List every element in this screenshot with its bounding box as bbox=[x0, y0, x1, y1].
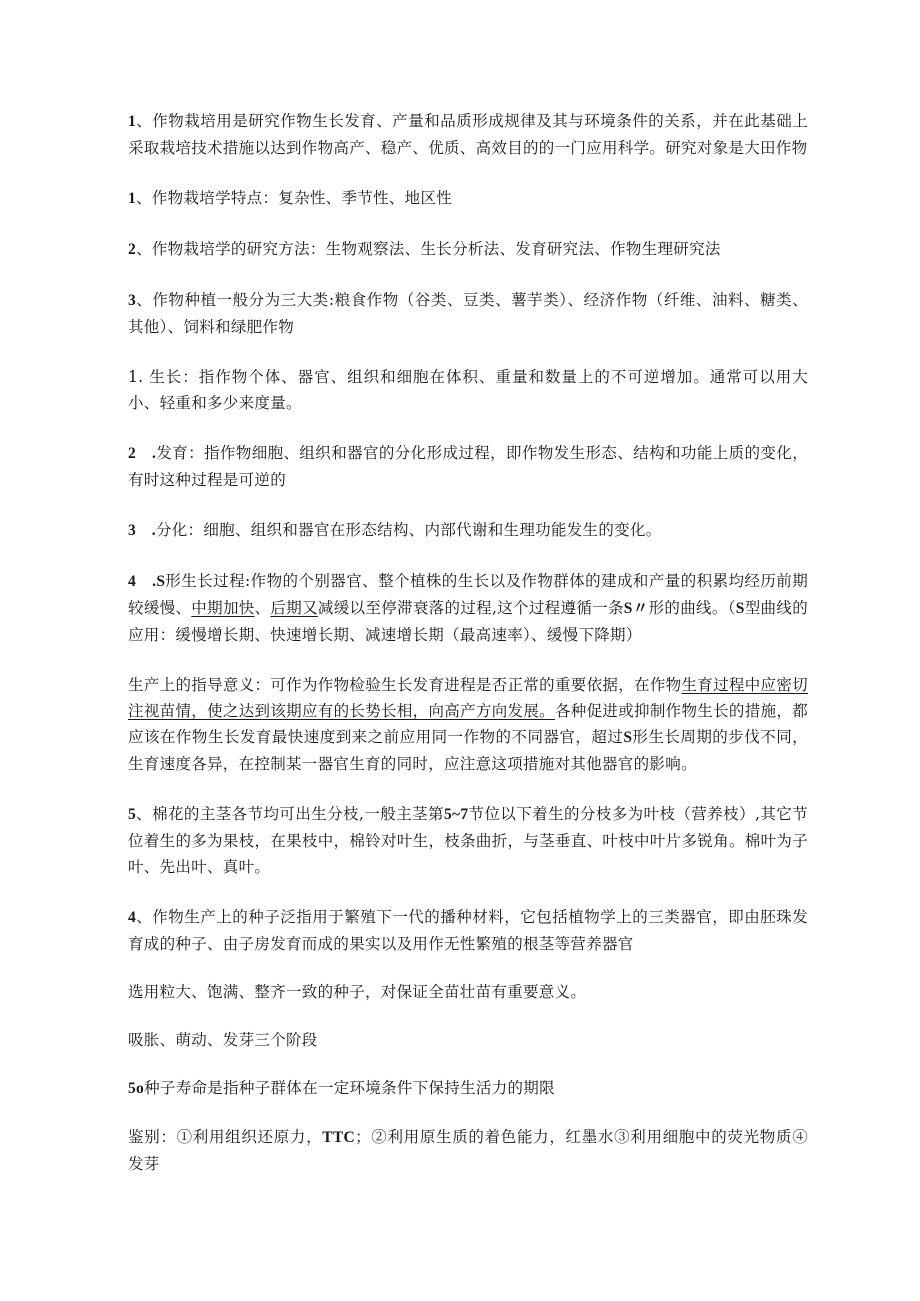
paragraph-seed-selection bbox=[128, 979, 808, 1005]
bold-term: 5~7 bbox=[443, 806, 469, 823]
paragraph-cotton-branches bbox=[128, 801, 808, 880]
paragraph-text: 分化：细胞、组织和器官在形态结构、内部代谢和生理功能发生的变化。 bbox=[155, 521, 662, 539]
underlined-phrase: 后期又 bbox=[270, 599, 318, 617]
paragraph-text: 、作物栽培学的研究方法：生物观察法、生长分析法、发育研究法、作物生理研究法 bbox=[136, 240, 721, 258]
paragraph-cultivation-features bbox=[128, 185, 808, 212]
bold-term: TTC bbox=[322, 1129, 356, 1146]
paragraph-s-curve-growth bbox=[128, 568, 808, 648]
paragraph-text: 发育：指作物细胞、组织和器官的分化形成过程，即作物发生形态、结构和功能上质的变化，有时这种过程是可逆的 bbox=[128, 444, 808, 489]
paragraph-germination-stages bbox=[128, 1027, 808, 1053]
paragraph-number: 1 bbox=[128, 190, 137, 207]
paragraph-differentiation-definition bbox=[128, 517, 808, 544]
paragraph-text: 减缓以至停滞衰落的过程,这个过程遵循一条 bbox=[317, 599, 624, 617]
paragraph-text: 、作物种植一般分为三大类:粮食作物（谷类、豆类、薯芋类）、经济作物（纤维、油料、糖类、其他）、饲料和绿肥作物 bbox=[128, 291, 808, 336]
paragraph-text: 、 bbox=[254, 599, 271, 617]
paragraph-number: 2 bbox=[128, 241, 137, 258]
paragraph-number: 4 bbox=[128, 909, 137, 926]
paragraph-number: 5o bbox=[128, 1080, 145, 1097]
paragraph-mark: .S bbox=[152, 573, 166, 590]
paragraph-development-definition bbox=[128, 440, 808, 493]
paragraph-text: 鉴别：①利用组织还原力， bbox=[128, 1128, 323, 1146]
paragraph-text: 型曲线的应用：缓慢增长期、快速增长期、减速增长期（最高速率）、缓慢下降期） bbox=[128, 599, 808, 644]
bold-term: S bbox=[623, 729, 633, 746]
paragraph-number: 1. bbox=[128, 368, 144, 386]
paragraph-number: 2 bbox=[128, 445, 137, 462]
paragraph-number: 1 bbox=[128, 113, 137, 130]
paragraph-text: 、作物生产上的种子泛指用于繁殖下一代的播种材料，它包括植物学上的三类器官，即由胚珠发育成的种子、由子房发育而成的果实以及用作无性繁殖的根茎等营养器官 bbox=[128, 908, 808, 953]
paragraph-text: 生长：指作物个体、器官、组织和细胞在体积、重量和数量上的不可逆增加。通常可以用大小、轻重和多少来度量。 bbox=[128, 368, 808, 412]
paragraph-seed-definition bbox=[128, 904, 808, 957]
paragraph-viability-identification bbox=[128, 1124, 808, 1177]
paragraph-mark: . bbox=[151, 522, 156, 539]
paragraph-production-guidance bbox=[128, 672, 808, 777]
paragraph-mark: . bbox=[152, 445, 157, 462]
paragraph-number: 4 bbox=[128, 573, 137, 590]
bold-term: S bbox=[735, 600, 745, 617]
underlined-phrase: 中期加快 bbox=[191, 599, 255, 617]
paragraph-crop-categories bbox=[128, 287, 808, 340]
paragraph-text: 、作物栽培用是研究作物生长发育、产量和品质形成规律及其与环境条件的关系，并在此基础上采取栽培技术措施以达到作物高产、稳产、优质、高效目的的一门应用科学。研究对象是大田作物 bbox=[128, 112, 808, 157]
paragraph-number: 5 bbox=[128, 806, 137, 823]
paragraph-text: 节位以下着生的分枝多为叶枝（营养枝）,其它节位着生的多为果枝，在果枝中，棉铃对叶生，枝条曲折，与茎垂直、叶枝中叶片多锐角。棉叶为子叶、先出叶、真叶。 bbox=[128, 805, 808, 876]
paragraph-seed-longevity bbox=[128, 1075, 808, 1102]
bold-term: S〃 bbox=[623, 600, 649, 617]
paragraph-text: 选用粒大、饱满、整齐一致的种子，对保证全苗壮苗有重要意义。 bbox=[128, 983, 587, 1001]
paragraph-text: 、作物栽培学特点：复杂性、季节性、地区性 bbox=[136, 189, 453, 207]
paragraph-number: 3 bbox=[128, 522, 137, 539]
paragraph-text: 各种促进或抑制作物生长的措施，都应该在作物生长发育最快速度到来之前应用同一作物的不同器官，超过 bbox=[128, 702, 808, 746]
paragraph-text: 生产上的指导意义：可作为作物检验生长发育进程是否正常的重要依据，在作物 bbox=[128, 676, 682, 694]
paragraph-text: 、棉花的主茎各节均可出生分枝,一般主茎第 bbox=[136, 805, 444, 823]
underlined-phrase: 生育过程中应密切注视苗情，使之达到该期应有的长势长相，向高产方向发展。 bbox=[128, 676, 808, 720]
paragraph-number: 3 bbox=[128, 292, 137, 309]
document-page bbox=[128, 108, 808, 1177]
paragraph-text: 吸胀、萌动、发芽三个阶段 bbox=[128, 1031, 318, 1049]
paragraph-text: 形生长周期的步伐不同，生育速度各异，在控制某一器官生育的同时，应注意这项措施对其他器官的影响。 bbox=[128, 728, 808, 773]
paragraph-crop-cultivation-definition bbox=[128, 108, 808, 161]
paragraph-text: 形生长过程:作物的个别器官、整个植株的生长以及作物群体的建成和产量的积累均经历前期较缓慢、 bbox=[128, 572, 809, 617]
paragraph-text: 种子寿命是指种子群体在一定环境条件下保持生活力的期限 bbox=[144, 1079, 555, 1097]
paragraph-text: ；②利用原生质的着色能力，红墨水③利用细胞中的荧光物质④发芽 bbox=[128, 1128, 808, 1173]
paragraph-research-methods bbox=[128, 236, 808, 263]
paragraph-text: 形的曲线。（ bbox=[648, 599, 736, 617]
paragraph-growth-definition bbox=[128, 364, 808, 416]
